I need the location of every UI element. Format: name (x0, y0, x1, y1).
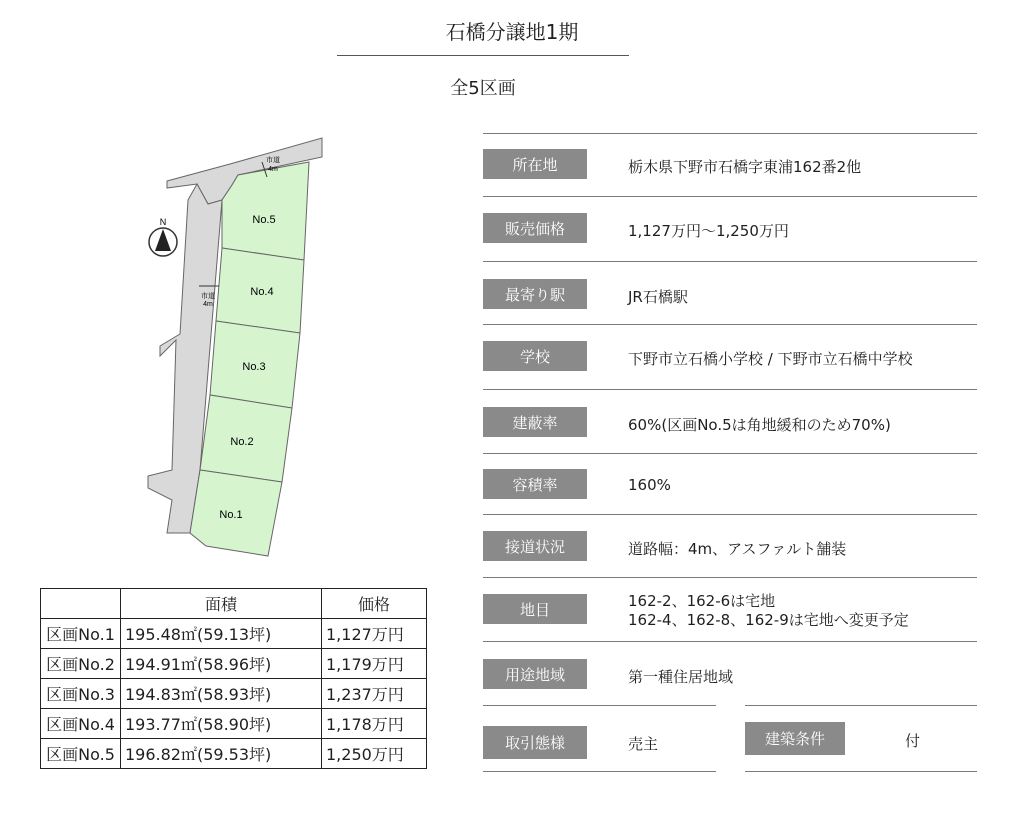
info-row-school (483, 325, 977, 390)
condition-bottom-divider (745, 771, 977, 772)
lot-area-cell: 195.48㎡(59.13坪) (121, 619, 322, 649)
page-subtitle: 全5区画 (450, 78, 516, 99)
table-row (41, 739, 427, 769)
zoning-value: 第一種住居地域 (628, 668, 734, 686)
building-condition-value: 付 (905, 732, 921, 750)
lot-3-label: No.3 (242, 361, 266, 373)
transaction-bottom-divider (483, 771, 716, 772)
road-label-side-2: 4m (203, 301, 213, 308)
lot-name-cell: 区画No.5 (41, 739, 121, 769)
info-row-zoning (483, 642, 977, 705)
north-label: N (159, 217, 167, 227)
land-category-line2: 162-4、162-8、162-9は宅地へ変更予定 (628, 611, 909, 629)
lot-5-label: No.5 (252, 214, 276, 226)
price-label: 販売価格 (483, 213, 587, 243)
site-map (0, 120, 460, 560)
lot-area-cell: 194.91㎡(58.96坪) (121, 649, 322, 679)
table-header-row (41, 589, 427, 619)
table-row (41, 679, 427, 709)
transaction-value: 売主 (628, 735, 659, 753)
coverage-value: 60%(区画No.5は角地緩和のため70%) (628, 416, 891, 434)
lot-area-cell: 194.83㎡(58.93坪) (121, 679, 322, 709)
table-row (41, 619, 427, 649)
lot-name-cell: 区画No.1 (41, 619, 121, 649)
lot-price-table (40, 588, 427, 769)
far-label: 容積率 (483, 469, 587, 499)
location-label: 所在地 (483, 149, 587, 179)
info-row-far (483, 454, 977, 515)
road-label-top-1: 市道 (266, 157, 280, 164)
info-row-coverage (483, 390, 977, 454)
info-row-land-category (483, 578, 977, 642)
table-header-empty (41, 589, 121, 619)
lot-name-cell: 区画No.2 (41, 649, 121, 679)
lot-price-cell: 1,179万円 (322, 649, 427, 679)
lot-2-label: No.2 (230, 436, 254, 448)
info-row-location (483, 134, 977, 197)
info-row-price (483, 197, 977, 262)
building-condition-label: 建築条件 (745, 722, 845, 755)
lot-name-cell: 区画No.3 (41, 679, 121, 709)
road-value: 道路幅：4m、アスファルト舗装 (628, 540, 847, 558)
lot-1-label: No.1 (219, 509, 243, 521)
lot-price-cell: 1,127万円 (322, 619, 427, 649)
table-header-price: 価格 (322, 589, 427, 619)
land-category-label: 地目 (483, 594, 587, 624)
lot-price-cell: 1,250万円 (322, 739, 427, 769)
lot-area-cell: 193.77㎡(58.90坪) (121, 709, 322, 739)
zoning-label: 用途地域 (483, 659, 587, 689)
table-row (41, 649, 427, 679)
land-category-line1: 162-2、162-6は宅地 (628, 592, 776, 610)
lot-area-cell: 196.82㎡(59.53坪) (121, 739, 322, 769)
coverage-label: 建蔽率 (483, 407, 587, 437)
page-title: 石橋分譲地1期 (445, 20, 579, 44)
lot-name-cell: 区画No.4 (41, 709, 121, 739)
info-row-station (483, 262, 977, 325)
transaction-label: 取引態様 (483, 726, 587, 759)
school-label: 学校 (483, 341, 587, 371)
station-label: 最寄り駅 (483, 279, 587, 309)
transaction-top-divider (483, 705, 716, 706)
station-value: JR石橋駅 (628, 288, 688, 306)
table-row (41, 709, 427, 739)
info-row-road (483, 515, 977, 578)
lot-4-label: No.4 (250, 286, 274, 298)
school-value: 下野市立石橋小学校 / 下野市立石橋中学校 (628, 350, 913, 368)
location-value: 栃木県下野市石橋字東浦162番2他 (628, 158, 862, 176)
title-divider (337, 55, 629, 56)
far-value: 160% (628, 476, 671, 494)
north-compass-icon (149, 217, 177, 256)
lot-price-cell: 1,178万円 (322, 709, 427, 739)
table-header-area: 面積 (121, 589, 322, 619)
road-label-top-2: 4m (268, 166, 278, 173)
condition-top-divider (745, 705, 977, 706)
lot-price-cell: 1,237万円 (322, 679, 427, 709)
road-label: 接道状況 (483, 531, 587, 561)
price-value: 1,127万円～1,250万円 (628, 222, 789, 240)
road-label-side-1: 市道 (201, 293, 215, 300)
land-category-value (628, 592, 909, 630)
